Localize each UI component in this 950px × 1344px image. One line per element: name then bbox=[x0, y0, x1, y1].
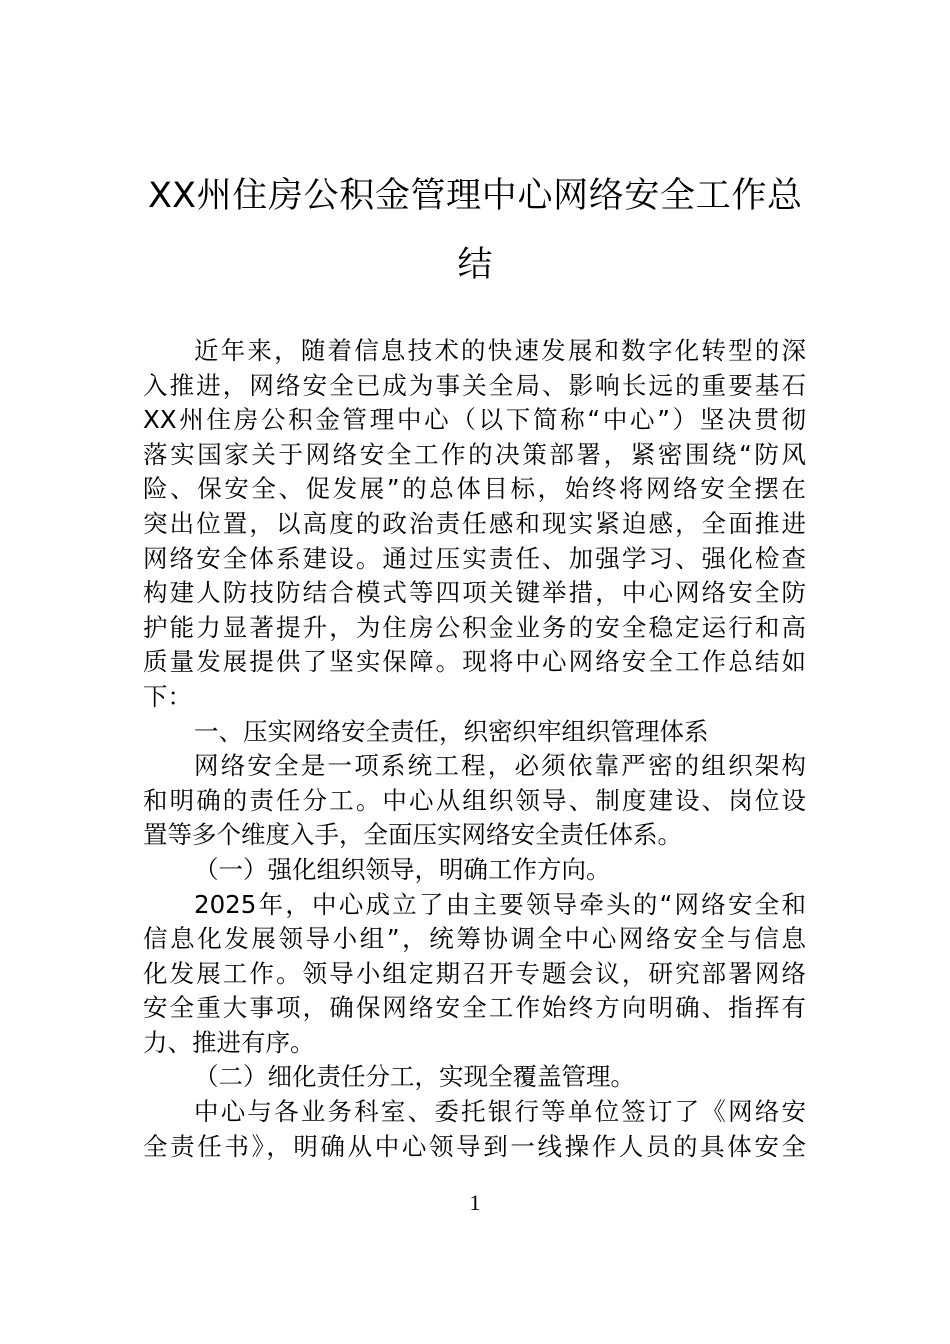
document-title-line-1: XX州住房公积金管理中心网络安全工作总 bbox=[148, 176, 802, 216]
text-line: 险、保安全、促发展”的总体目标，始终将网络安全摆在 bbox=[143, 474, 806, 504]
text-line: 网络安全是一项系统工程，必须依靠严密的组织架构 bbox=[194, 751, 806, 781]
text-line: 护能力显著提升，为住房公积金业务的安全稳定运行和高 bbox=[143, 612, 806, 642]
text-line: 全责任书》，明确从中心领导到一线操作人员的具体安全 bbox=[143, 1131, 806, 1161]
text-line: 网络安全体系建设。通过压实责任、加强学习、强化检查 bbox=[143, 543, 806, 573]
text-line: 和明确的责任分工。中心从组织领导、制度建设、岗位设 bbox=[143, 785, 806, 815]
text-line: 化发展工作。领导小组定期召开专题会议，研究部署网络 bbox=[143, 958, 806, 988]
text-line: 入推进，网络安全已成为事关全局、影响长远的重要基石 bbox=[143, 370, 806, 400]
paragraph bbox=[143, 1095, 806, 1164]
paragraph bbox=[143, 334, 806, 715]
text-line: 质量发展提供了坚实保障。现将中心网络安全工作总结如 bbox=[143, 647, 806, 677]
text-line: 近年来，随着信息技术的快速发展和数字化转型的深 bbox=[194, 336, 806, 365]
document-title-line-2: 结 bbox=[457, 245, 493, 285]
paragraph bbox=[143, 888, 806, 1061]
paragraph bbox=[143, 749, 806, 853]
text-line: （一）强化组织领导，明确工作方向。 bbox=[194, 854, 611, 884]
document-body bbox=[143, 334, 806, 1164]
text-line: 信息化发展领导小组”，统筹协调全中心网络安全与信息 bbox=[143, 924, 806, 954]
page-number: 1 bbox=[469, 1190, 481, 1215]
paragraph bbox=[143, 715, 806, 750]
text-line: 一、压实网络安全责任，织密织牢组织管理体系 bbox=[194, 716, 709, 746]
text-line: 置等多个维度入手，全面压实网络安全责任体系。 bbox=[143, 820, 682, 850]
text-line: 力、推进有序。 bbox=[143, 1027, 315, 1057]
text-line: 下： bbox=[143, 681, 192, 711]
text-line: （二）细化责任分工，实现全覆盖管理。 bbox=[194, 1062, 635, 1092]
paragraph bbox=[143, 853, 806, 888]
text-line: 突出位置，以高度的政治责任感和现实紧迫感，全面推进 bbox=[143, 508, 806, 538]
text-line: XX州住房公积金管理中心（以下简称“中心”）坚决贯彻 bbox=[143, 405, 806, 435]
text-line: 中心与各业务科室、委托银行等单位签订了《网络安 bbox=[194, 1097, 806, 1127]
text-line: 2025年，中心成立了由主要领导牵头的“网络安全和 bbox=[194, 889, 806, 919]
text-line: 落实国家关于网络安全工作的决策部署，紧密围绕“防风 bbox=[143, 439, 806, 469]
text-line: 构建人防技防结合模式等四项关键举措，中心网络安全防 bbox=[143, 578, 806, 608]
paragraph bbox=[143, 1060, 806, 1095]
text-line: 安全重大事项，确保网络安全工作始终方向明确、指挥有 bbox=[143, 993, 806, 1023]
